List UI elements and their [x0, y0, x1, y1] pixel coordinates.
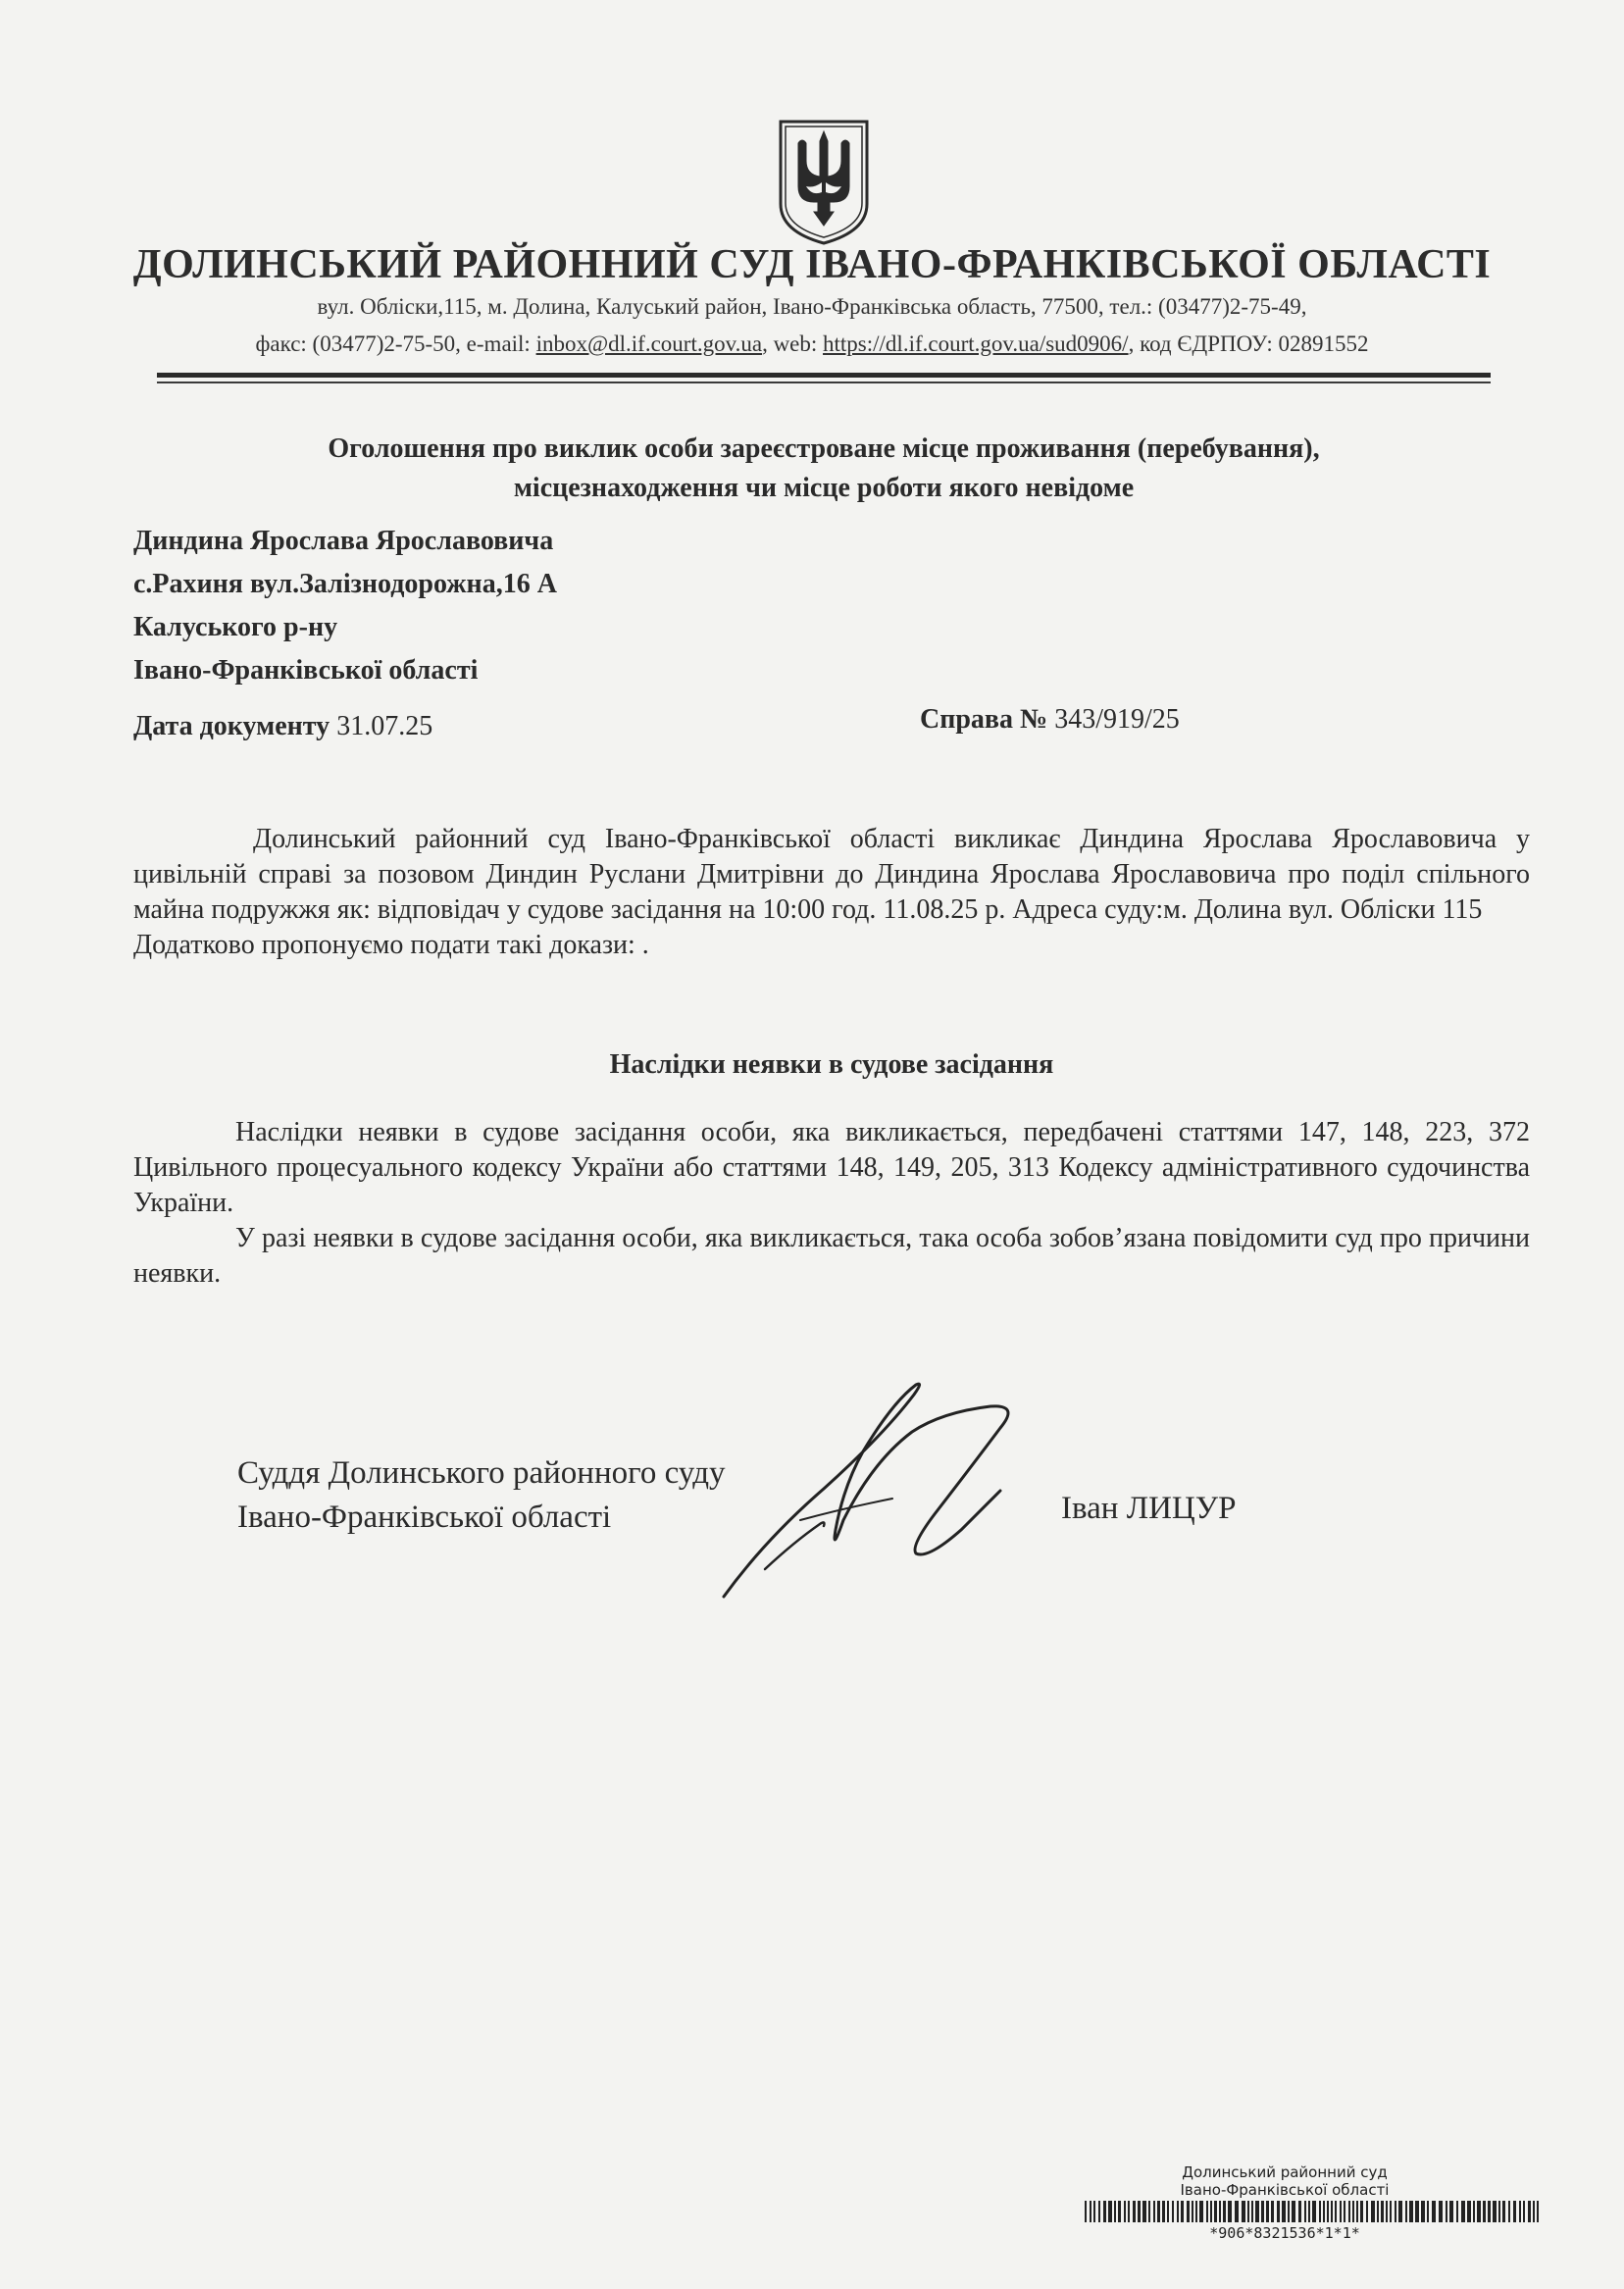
barcode-bar — [1172, 2201, 1174, 2222]
barcode-bar — [1114, 2201, 1116, 2222]
barcode-bar — [1128, 2201, 1130, 2222]
edrpou-code: , код ЄДРПОУ: 02891552 — [1128, 331, 1369, 356]
barcode-bar — [1157, 2201, 1160, 2222]
barcode-bar — [1214, 2201, 1217, 2222]
barcode-bar — [1344, 2201, 1345, 2222]
stamp-court-name — [1138, 2163, 1432, 2199]
header-divider-thick — [157, 373, 1491, 378]
barcode-bar — [1148, 2201, 1150, 2222]
barcode-bar — [1242, 2201, 1245, 2222]
judge-title — [237, 1451, 726, 1540]
barcode-bar — [1181, 2201, 1184, 2222]
barcode-bar — [1282, 2201, 1286, 2222]
addressee-region: Івано-Франківської області — [133, 655, 479, 686]
barcode-bar — [1395, 2201, 1396, 2222]
barcode-bar — [1533, 2201, 1535, 2222]
barcode-bar — [1390, 2201, 1392, 2222]
barcode-bar — [1381, 2201, 1384, 2222]
barcode-bar — [1319, 2201, 1321, 2222]
barcode-bar — [1085, 2201, 1087, 2222]
barcode-bar — [1427, 2201, 1429, 2222]
barcode-bar — [1405, 2201, 1407, 2222]
barcode-bar — [1493, 2201, 1497, 2222]
barcode-bar — [1377, 2201, 1379, 2222]
barcode-bar — [1502, 2201, 1505, 2222]
barcode-bar — [1195, 2201, 1197, 2222]
barcode-bar — [1523, 2201, 1525, 2222]
date-label: Дата документу — [133, 711, 330, 741]
barcode-bar — [1398, 2201, 1402, 2222]
barcode-bar — [1261, 2201, 1264, 2222]
consequences-heading: Наслідки неявки в судове засідання — [609, 1049, 1054, 1080]
barcode-bar — [1167, 2201, 1169, 2222]
judge-title-line1: Суддя Долинського районного суду — [237, 1455, 726, 1491]
barcode-bar — [1090, 2201, 1091, 2222]
barcode-bar — [1519, 2201, 1521, 2222]
stamp-court-line2: Івано-Франківської області — [1180, 2181, 1390, 2199]
barcode-bar — [1187, 2201, 1190, 2222]
barcode-bar — [1513, 2201, 1516, 2222]
barcode-bar — [1483, 2201, 1486, 2222]
court-address: вул. Обліски,115, м. Долина, Калуський район, Івано-Франківська область, 77500, тел.: (03477)2-75-49, — [317, 294, 1307, 319]
barcode-bar — [1210, 2201, 1212, 2222]
barcode-bar — [1093, 2201, 1095, 2222]
barcode-bar — [1366, 2201, 1368, 2222]
barcode-bar — [1153, 2201, 1155, 2222]
barcode-bar — [1138, 2201, 1141, 2222]
barcode-bar — [1498, 2201, 1500, 2222]
fax-label: факс: (03477)2-75-50, e-mail: — [255, 331, 536, 356]
barcode-bar — [1288, 2201, 1290, 2222]
tryzub-coat-of-arms-icon — [777, 118, 871, 247]
barcode-bar — [1335, 2201, 1337, 2222]
barcode-bar — [1271, 2201, 1274, 2222]
barcode-bar — [1266, 2201, 1269, 2222]
barcode-bar — [1228, 2201, 1232, 2222]
web-label: , web: — [762, 331, 824, 356]
handwritten-signature-icon — [706, 1373, 1098, 1608]
barcode-bar — [1223, 2201, 1226, 2222]
barcode-bar — [1415, 2201, 1419, 2222]
summons-text — [133, 822, 1530, 963]
barcode-bar — [1508, 2201, 1510, 2222]
barcode-bar — [1356, 2201, 1358, 2222]
judge-title-line2: Івано-Франківської області — [237, 1500, 612, 1535]
barcode-bar — [1432, 2201, 1436, 2222]
barcode-bar — [1219, 2201, 1221, 2222]
barcode-bar — [1421, 2201, 1425, 2222]
barcode-bar — [1235, 2201, 1239, 2222]
barcode-bar — [1142, 2201, 1146, 2222]
barcode-bar — [1162, 2201, 1165, 2222]
barcode-bar — [1323, 2201, 1325, 2222]
judge-name: Іван ЛИЦУР — [1061, 1491, 1237, 1526]
barcode-bar — [1247, 2201, 1249, 2222]
case-value: 343/919/25 — [1047, 704, 1180, 735]
barcode-bar — [1352, 2201, 1354, 2222]
barcode-bar — [1118, 2201, 1121, 2222]
barcode-bar — [1327, 2201, 1329, 2222]
document-date — [133, 711, 432, 742]
barcode-bar — [1304, 2201, 1306, 2222]
barcode-bar — [1340, 2201, 1342, 2222]
barcode-bar — [1528, 2201, 1531, 2222]
addressee-street: с.Рахиня вул.Залізнодорожна,16 А — [133, 569, 557, 599]
barcode-bar — [1360, 2201, 1363, 2222]
addressee-name: Диндина Ярослава Ярославовича — [133, 526, 554, 556]
addressee-block — [133, 520, 557, 692]
court-contacts — [118, 331, 1506, 357]
barcode-bar — [1449, 2201, 1453, 2222]
barcode-bar — [1467, 2201, 1471, 2222]
header-divider-thin — [157, 382, 1491, 383]
barcode-bar — [1312, 2201, 1316, 2222]
consequences-paragraph-1: Наслідки неявки в судове засідання особи, яка викликається, передбачені статтями 147, 148, 223, 372 Цивільного процесуального кодексу України або статтями 148, 149, 205, 313 Кодексу адміністративного судочинства України. — [133, 1117, 1530, 1218]
barcode-bar — [1477, 2201, 1481, 2222]
barcode-bar — [1177, 2201, 1179, 2222]
website-link[interactable]: https://dl.if.court.gov.ua/sud0906/ — [823, 331, 1129, 356]
barcode-bar — [1298, 2201, 1301, 2222]
notice-title-line1: Оголошення про виклик особи зареєстроване місце проживання (перебування), — [328, 433, 1320, 464]
barcode-bar — [1199, 2201, 1203, 2222]
barcode-bar — [1348, 2201, 1350, 2222]
court-name-heading: ДОЛИНСЬКИЙ РАЙОННИЙ СУД ІВАНО-ФРАНКІВСЬКОЇ ОБЛАСТІ — [132, 242, 1492, 287]
barcode-bar — [1386, 2201, 1388, 2222]
barcode-bar — [1488, 2201, 1491, 2222]
consequences-paragraph-2: У разі неявки в судове засідання особи, яка викликається, така особа зобов’язана повідомити суд про причини неявки. — [133, 1223, 1530, 1289]
case-number — [920, 704, 1180, 736]
barcode-bar — [1292, 2201, 1295, 2222]
barcode-bar — [1461, 2201, 1465, 2222]
barcode-bar — [1255, 2201, 1259, 2222]
barcode-bar — [1133, 2201, 1136, 2222]
consequences-text — [133, 1115, 1530, 1292]
barcode-bar — [1124, 2201, 1126, 2222]
barcode-bar — [1308, 2201, 1310, 2222]
barcode-bar — [1098, 2201, 1100, 2222]
barcode-bar — [1251, 2201, 1253, 2222]
barcode-bar — [1206, 2201, 1208, 2222]
barcode-bar — [1277, 2201, 1280, 2222]
notice-title — [196, 430, 1451, 508]
barcode-bar — [1371, 2201, 1375, 2222]
barcode-bar — [1439, 2201, 1443, 2222]
barcode-bar — [1446, 2201, 1447, 2222]
case-label: Справа № — [920, 704, 1048, 735]
barcode-bar — [1103, 2201, 1106, 2222]
barcode-bar — [1473, 2201, 1475, 2222]
evidence-paragraph: Додатково пропонуємо подати такі докази: . — [133, 930, 649, 960]
summons-paragraph: Долинський районний суд Івано-Франківської області викликає Диндина Ярослава Ярославовича у цивільній справі за позовом Диндин Руслани Дмитрівни до Диндина Ярослава Ярославовича про поділ спільного майна подружжя як: відповідач у судове засідання на 10:00 год. 11.08.25 р. Адреса суду:м. Долина вул. Обліски 115 — [133, 824, 1530, 925]
barcode-bar — [1192, 2201, 1193, 2222]
addressee-district: Калуського р-ну — [133, 612, 338, 642]
barcode-bar — [1456, 2201, 1458, 2222]
date-value: 31.07.25 — [330, 711, 433, 741]
email-link[interactable]: inbox@dl.if.court.gov.ua — [535, 331, 763, 356]
barcode-bar — [1108, 2201, 1112, 2222]
barcode-number: *906*8321536*1*1* — [1209, 2224, 1360, 2242]
barcode-bar — [1537, 2201, 1539, 2222]
barcode-bar — [1409, 2201, 1413, 2222]
notice-title-line2: місцезнаходження чи місце роботи якого невідоме — [513, 473, 1135, 503]
barcode-icon — [1085, 2201, 1544, 2222]
stamp-court-line1: Долинський районний суд — [1182, 2163, 1388, 2181]
barcode-bar — [1331, 2201, 1333, 2222]
